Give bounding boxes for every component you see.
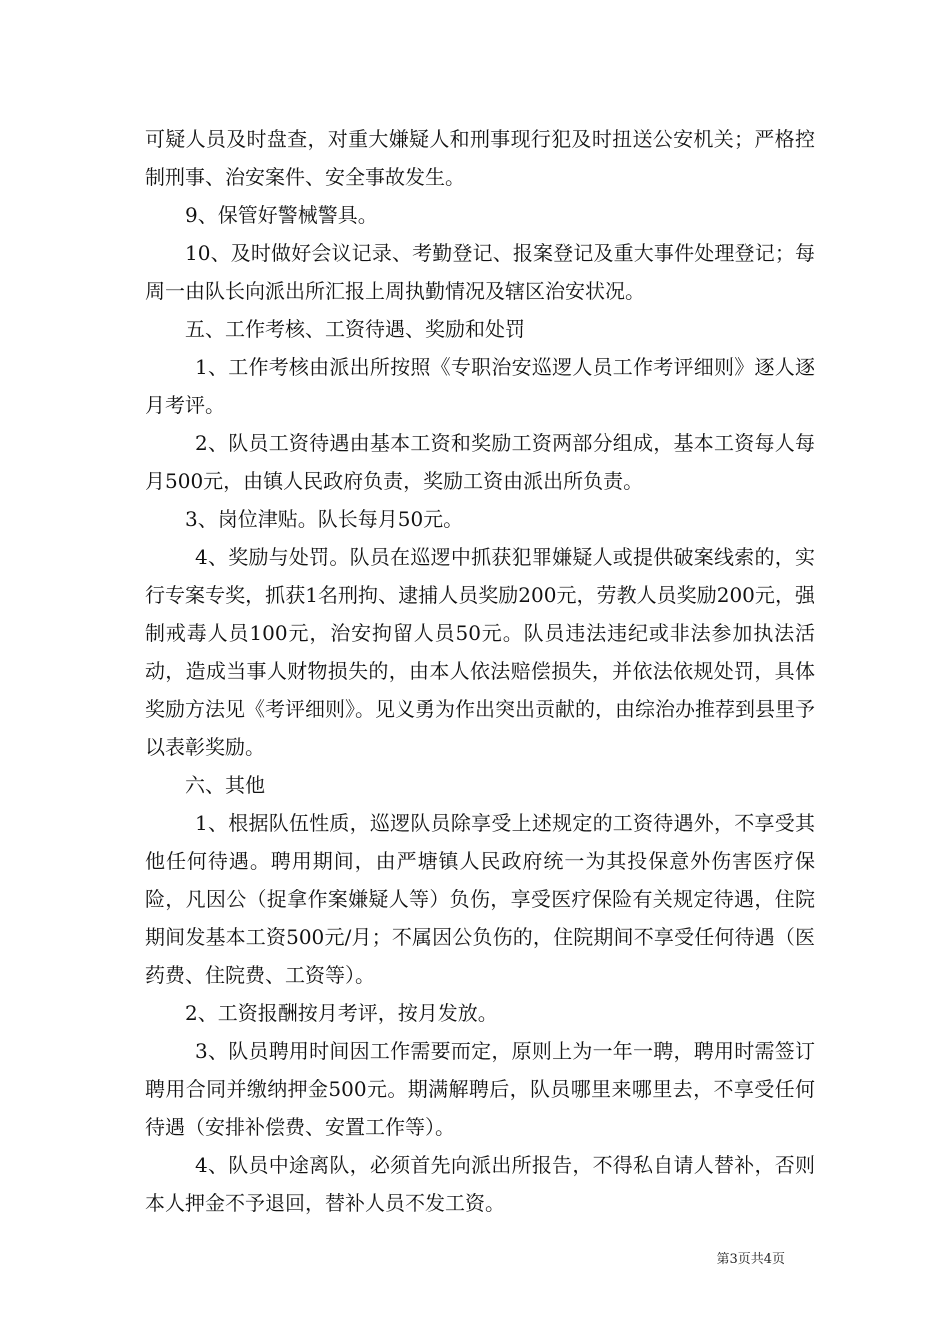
paragraph-item-10: 10、及时做好会议记录、考勤登记、报案登记及重大事件处理登记；每周一由队长向派出所汇报上周执勤情况及辖区治安状况。 xyxy=(145,241,815,303)
paragraph-section6-item-4: 4、队员中途离队，必须首先向派出所报告，不得私自请人替补，否则本人押金不予退回，替补人员不发工资。 xyxy=(145,1153,815,1215)
paragraph-section5-item-2: 2、队员工资待遇由基本工资和奖励工资两部分组成，基本工资每人每月500元，由镇人民政府负责，奖励工资由派出所负责。 xyxy=(145,431,815,493)
paragraph-section6-item-3: 3、队员聘用时间因工作需要而定，原则上为一年一聘，聘用时需签订聘用合同并缴纳押金500元。期满解聘后，队员哪里来哪里去，不享受任何待遇（安排补偿费、安置工作等）。 xyxy=(145,1039,815,1139)
page-number: 第3页共4页 xyxy=(716,1252,785,1267)
paragraph-item-9: 9、保管好警械警具。 xyxy=(185,203,378,227)
section-heading-6: 六、其他 xyxy=(185,773,265,797)
paragraph-section5-item-1: 1、工作考核由派出所按照《专职治安巡逻人员工作考评细则》逐人逐月考评。 xyxy=(145,355,815,417)
paragraph-section5-item-4: 4、奖励与处罚。队员在巡逻中抓获犯罪嫌疑人或提供破案线索的，实行专案专奖，抓获1名刑拘、逮捕人员奖励200元，劳教人员奖励200元，强制戒毒人员100元，治安拘留人员50元。队员违法违纪或非法参加执法活动，造成当事人财物损失的，由本人依法赔偿损失，并依法依规处罚，具体奖励方法见《考评细则》。见义勇为作出突出贡献的，由综治办推荐到县里予以表彰奖励。 xyxy=(145,545,815,759)
document-body xyxy=(145,120,815,1222)
section-heading-5: 五、工作考核、工资待遇、奖励和处罚 xyxy=(185,317,525,341)
paragraph-section5-item-3: 3、岗位津贴。队长每月50元。 xyxy=(185,507,464,531)
paragraph-section6-item-1: 1、根据队伍性质，巡逻队员除享受上述规定的工资待遇外，不享受其他任何待遇。聘用期间，由严塘镇人民政府统一为其投保意外伤害医疗保险，凡因公（捉拿作案嫌疑人等）负伤，享受医疗保险有关规定待遇，住院期间发基本工资500元/月；不属因公负伤的，住院期间不享受任何待遇（医药费、住院费、工资等）。 xyxy=(145,811,815,987)
paragraph-section6-item-2: 2、工资报酬按月考评，按月发放。 xyxy=(185,1001,498,1025)
paragraph-continuation: 可疑人员及时盘查，对重大嫌疑人和刑事现行犯及时扭送公安机关；严格控制刑事、治安案件、安全事故发生。 xyxy=(145,127,815,189)
